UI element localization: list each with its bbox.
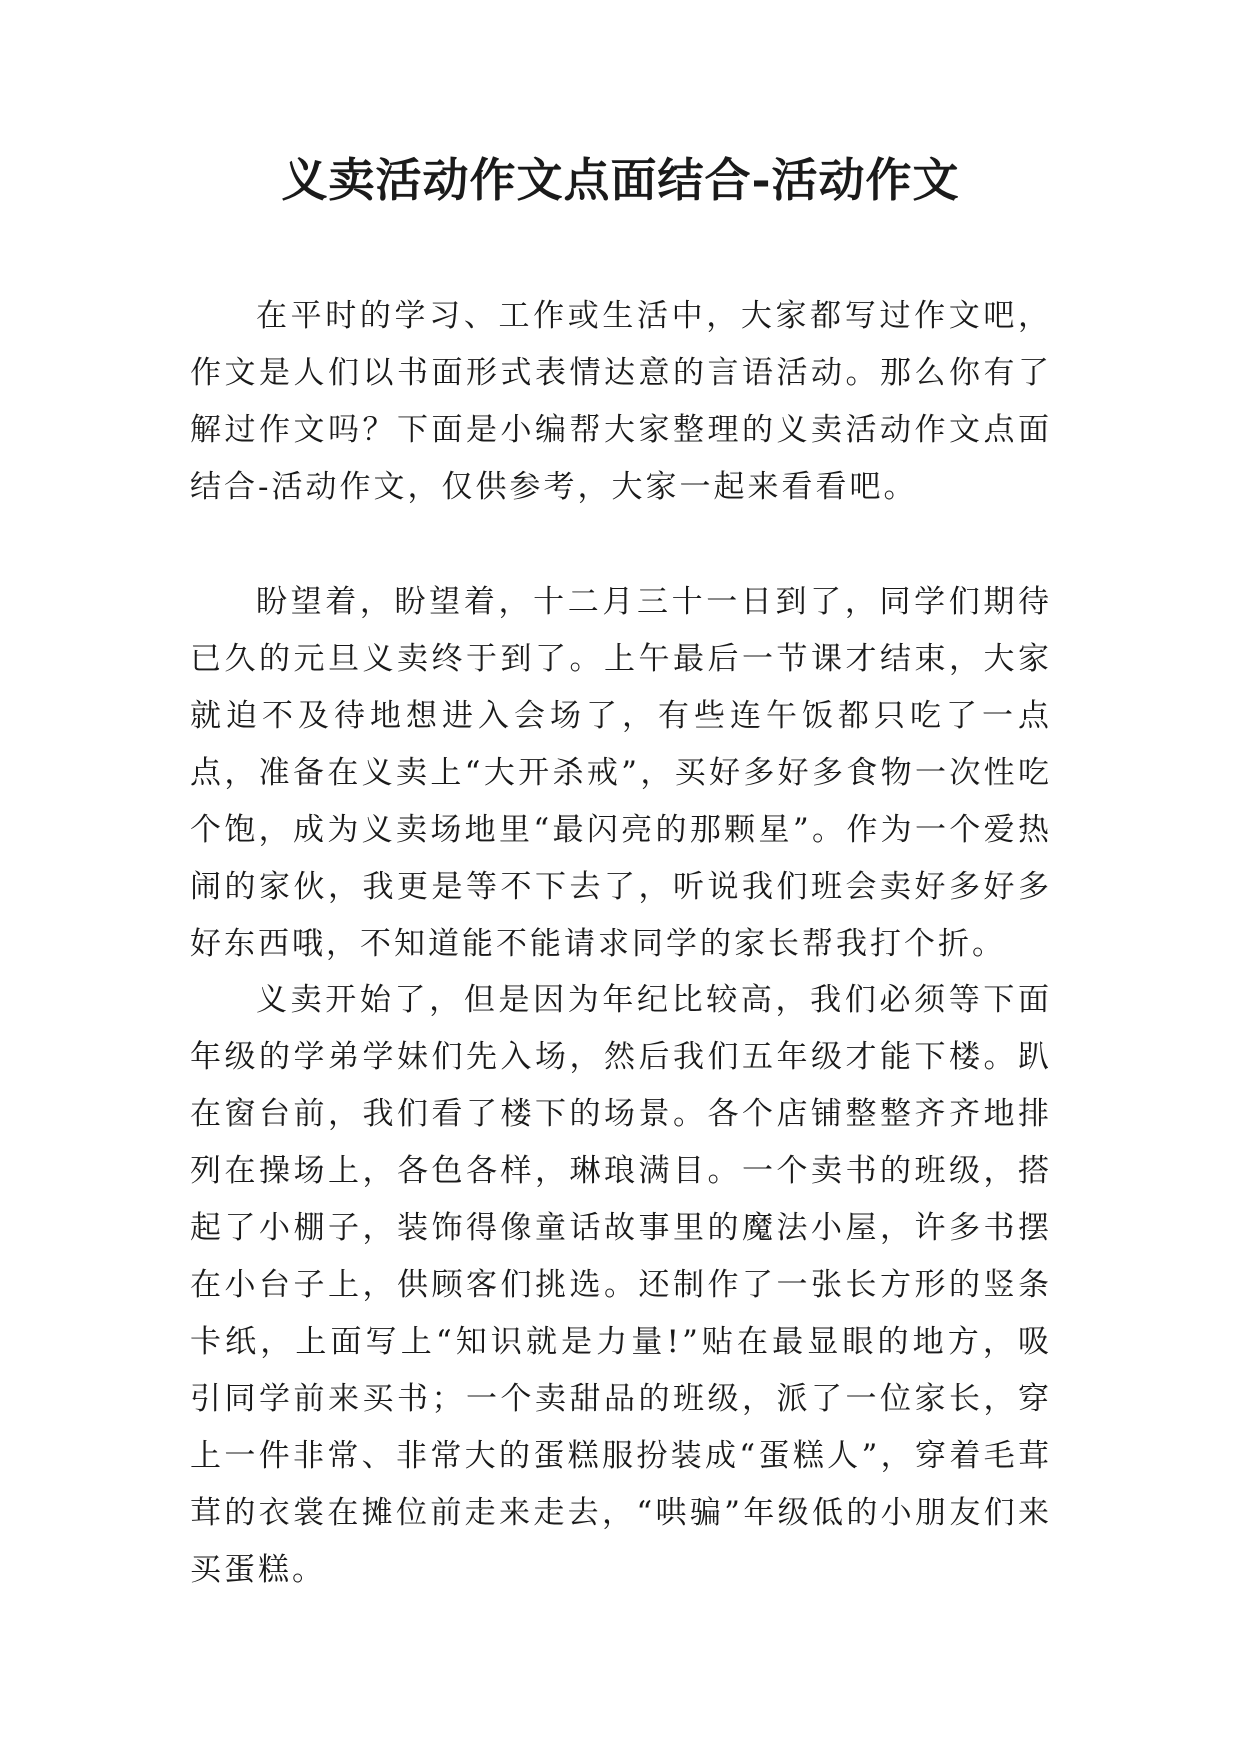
intro-paragraph: 在平时的学习、工作或生活中，大家都写过作文吧，作文是人们以书面形式表情达意的言语活动。那么你有了解过作文吗？下面是小编帮大家整理的义卖活动作文点面结合-活动作文，仅供参考，大家一起来看看吧。 <box>190 298 1052 505</box>
body-paragraph: 盼望着，盼望着，十二月三十一日到了，同学们期待已久的元旦义卖终于到了。上午最后一节课才结束，大家就迫不及待地想进入会场了，有些连午饭都只吃了一点点，准备在义卖上“大开杀戒”，买好多好多食物一次性吃个饱，成为义卖场地里“最闪亮的那颗星”。作为一个爱热闹的家伙，我更是等不下去了，听说我们班会卖好多好多好东西哦，不知道能不能请求同学的家长帮我打个折。 <box>190 584 1052 962</box>
body-paragraph: 义卖开始了，但是因为年纪比较高，我们必须等下面年级的学弟学妹们先入场，然后我们五年级才能下楼。趴在窗台前，我们看了楼下的场景。各个店铺整整齐齐地排列在操场上，各色各样，琳琅满目。一个卖书的班级，搭起了小棚子，装饰得像童话故事里的魔法小屋，许多书摆在小台子上，供顾客们挑选。还制作了一张长方形的竖条卡纸，上面写上“知识就是力量!”贴在最显眼的地方，吸引同学前来买书；一个卖甜品的班级，派了一位家长，穿上一件非常、非常大的蛋糕服扮装成“蛋糕人”，穿着毛茸茸的衣裳在摊位前走来走去，“哄骗”年级低的小朋友们来买蛋糕。 <box>190 982 1052 1588</box>
document-title: 义卖活动作文点面结合-活动作文 <box>281 153 960 207</box>
